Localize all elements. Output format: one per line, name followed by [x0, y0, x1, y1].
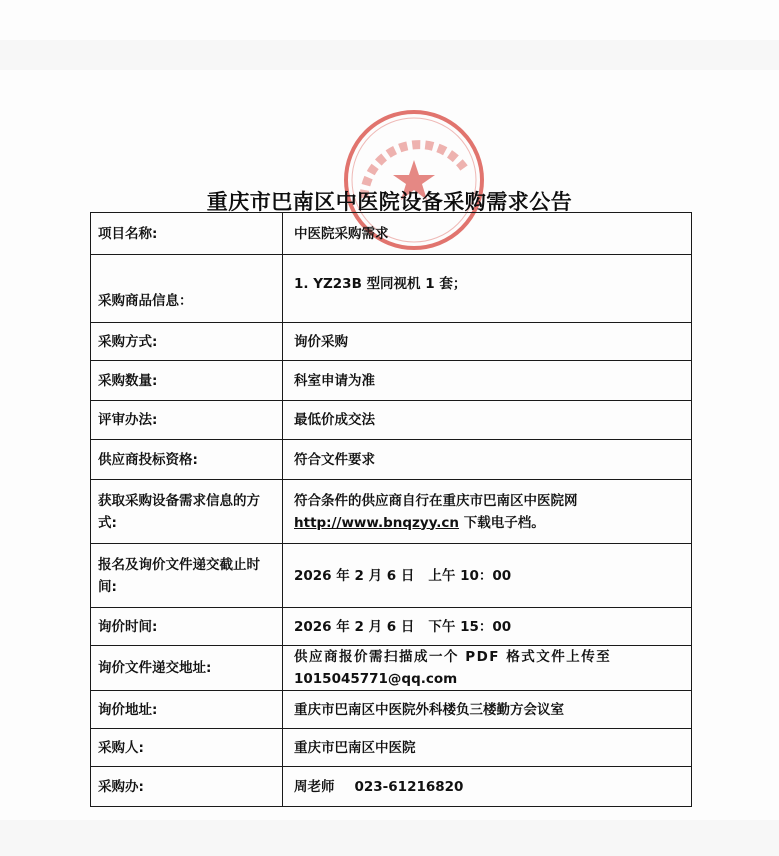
row-value: 符合文件要求	[283, 440, 692, 480]
row-value: 重庆市巴南区中医院	[283, 729, 692, 767]
row-label: 报名及询价文件递交截止时间:	[91, 544, 283, 608]
deadline-time: 上午 10：00	[428, 567, 512, 584]
row-label: 询价地址:	[91, 691, 283, 729]
row-label: 采购方式:	[91, 323, 283, 361]
table-row	[91, 323, 692, 361]
table-row	[91, 729, 692, 767]
deadline-date: 2026 年 2 月 6 日	[294, 567, 415, 584]
row-label: 项目名称:	[91, 213, 283, 255]
row-value	[283, 608, 692, 646]
requirements-table	[90, 212, 692, 807]
table-row	[91, 213, 692, 255]
table-row	[91, 401, 692, 440]
scan-noise	[0, 40, 779, 70]
row-label: 采购数量:	[91, 361, 283, 401]
download-note: 下载电子档。	[463, 514, 545, 531]
scan-noise	[0, 820, 779, 856]
table-row	[91, 361, 692, 401]
table-row	[91, 440, 692, 480]
row-label: 询价时间:	[91, 608, 283, 646]
access-method-text: 符合条件的供应商自行在重庆市巴南区中医院网	[294, 492, 578, 509]
row-label: 采购人:	[91, 729, 283, 767]
inquiry-date: 2026 年 2 月 6 日	[294, 618, 415, 635]
row-label: 采购办:	[91, 767, 283, 807]
submission-email[interactable]: 1015045771@qq.com	[294, 671, 458, 687]
row-label: 评审办法:	[91, 401, 283, 440]
row-value: 中医院采购需求	[283, 213, 692, 255]
row-label: 获取采购设备需求信息的方式:	[91, 480, 283, 544]
page-title: 重庆市巴南区中医院设备采购需求公告	[206, 190, 573, 214]
table-row	[91, 255, 692, 323]
table-row	[91, 608, 692, 646]
table-row	[91, 767, 692, 807]
hospital-website-link[interactable]: http://www.bnqzyy.cn	[294, 514, 460, 531]
access-method-line2	[294, 512, 685, 534]
table-row	[91, 480, 692, 544]
table-row	[91, 544, 692, 608]
row-label: 采购商品信息：	[91, 255, 283, 323]
row-value	[283, 767, 692, 807]
table-row	[91, 691, 692, 729]
row-label: 询价文件递交地址:	[91, 646, 283, 691]
inquiry-time: 下午 15：00	[428, 618, 512, 635]
row-value: 最低价成交法	[283, 401, 692, 440]
contact-name: 周老师	[294, 778, 335, 795]
table-row	[91, 646, 692, 691]
row-value: 重庆市巴南区中医院外科楼负三楼勤方会议室	[283, 691, 692, 729]
submission-instruction: 供应商报价需扫描成一个 PDF 格式文件上传至	[294, 649, 612, 665]
row-value: 询价采购	[283, 323, 692, 361]
row-label: 供应商投标资格:	[91, 440, 283, 480]
row-value	[283, 646, 692, 691]
row-value: 1. YZ23B 型同视机 1 套；	[283, 255, 692, 323]
row-value: 科室申请为准	[283, 361, 692, 401]
row-value	[283, 544, 692, 608]
contact-phone: 023-61216820	[354, 778, 464, 795]
row-value	[283, 480, 692, 544]
